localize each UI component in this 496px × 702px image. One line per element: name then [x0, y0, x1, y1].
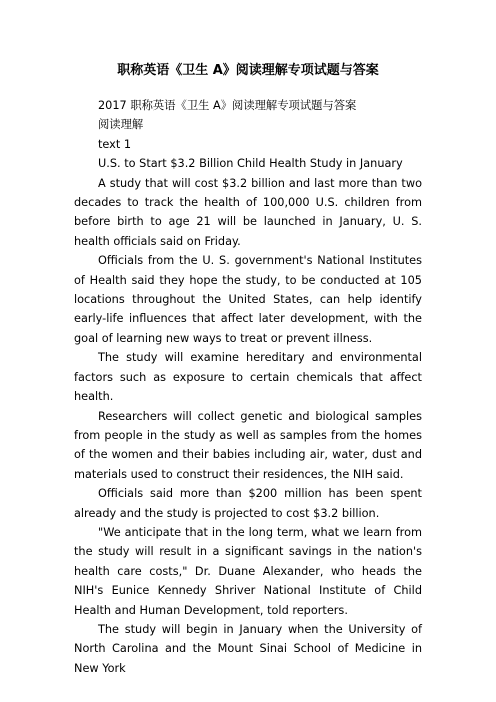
paragraph: The study will examine hereditary and environmental factors such as exposure to certain chemicals that affect health.: [74, 351, 422, 404]
article-headline: U.S. to Start $3.2 Billion Child Health Study in January: [98, 157, 403, 171]
paragraph: Officials said more than $200 million has been spent already and the study is projected to cost $3.2 billion.: [74, 487, 422, 520]
text-label: text 1: [98, 137, 132, 151]
paragraph: "We anticipate that in the long term, what we learn from the study will result in a significant savings in the nation's health care costs," Dr. Duane Alexander, who heads the NIH's Eunice Kennedy Shriver National Institute of Child Health and Human Development, told reporters.: [74, 525, 422, 617]
paragraph: Researchers will collect genetic and biological samples from people in the study as well as samples from the homes of the women and their babies including air, water, dust and materials used to construct their residences, the NIH said.: [74, 409, 422, 481]
paragraph: The study will begin in January when the University of North Carolina and the Mount Sinai School of Medicine in New York: [74, 622, 422, 675]
paragraph: Officials from the U. S. government's National Institutes of Health said they hope the study, to be conducted at 105 locations throughout the United States, can help identify early-life influences that affect later development, with the goal of learning new ways to treat or prevent illness.: [74, 254, 422, 345]
document-body: [74, 96, 422, 678]
subtitle: 2017 职称英语《卫生 A》阅读理解专项试题与答案: [98, 99, 357, 112]
paragraph: A study that will cost $3.2 billion and last more than two decades to track the health of 100,000 U.S. children from before birth to age 21 will be launched in January, U. S. health officials said on Friday.: [74, 176, 422, 248]
section-label: 阅读理解: [98, 118, 144, 132]
document-title: 职称英语《卫生 A》阅读理解专项试题与答案: [117, 63, 379, 78]
